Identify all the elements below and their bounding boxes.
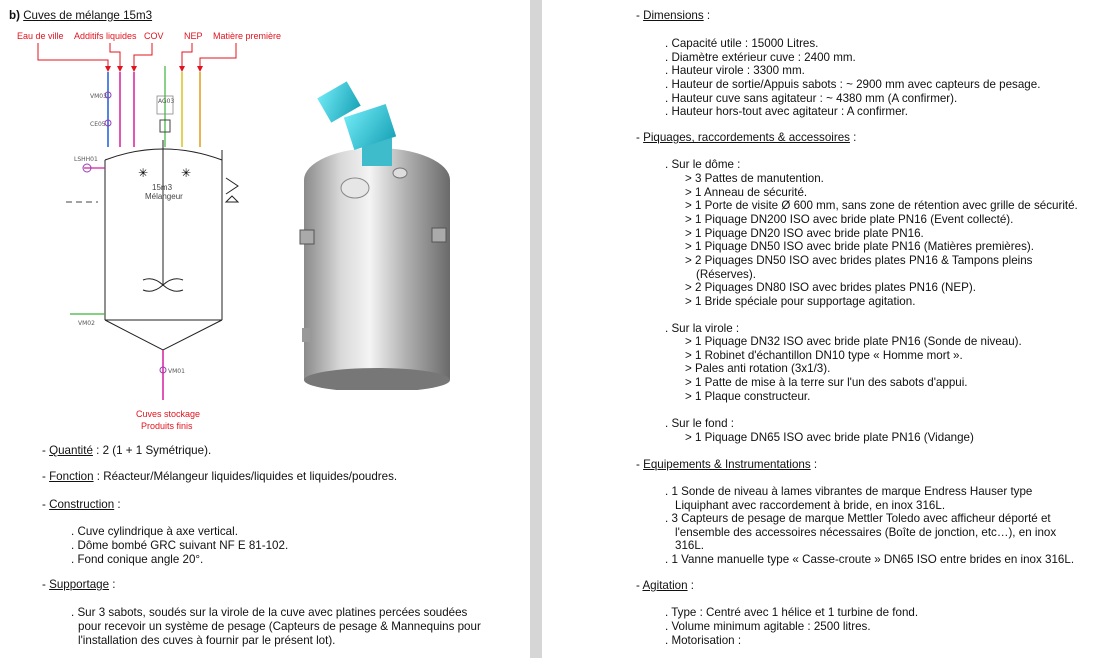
equipement-item-cont: l'ensemble des accessoires nécessaires (Boîte de jonction, etc…), en inox — [675, 526, 1057, 539]
construction-item-2: . Dôme bombé GRC suivant NF E 81-102. — [71, 539, 289, 552]
construction-item-3: . Fond conique angle 20°. — [71, 553, 204, 566]
fonction-line: - Fonction : Réacteur/Mélangeur liquides/liquides et liquides/poudres. — [42, 470, 398, 483]
dimension-item: . Hauteur de sortie/Appuis sabots : ~ 2900 mm avec capteurs de pesage. — [665, 78, 1041, 91]
piquages-heading: - Piquages, raccordements & accessoires : — [636, 131, 857, 144]
fond-item: > 1 Piquage DN65 ISO avec bride plate PN16 (Vidange) — [685, 431, 974, 444]
virole-item: > 1 Piquage DN32 ISO avec bride plate PN16 (Sonde de niveau). — [685, 335, 1022, 348]
construction-label: Construction — [49, 498, 115, 511]
virole-item: > 1 Patte de mise à la terre sur l'un des sabots d'appui. — [685, 376, 968, 389]
tag-ag03: AG03 — [158, 98, 175, 105]
supportage-line: - Supportage : — [42, 578, 116, 591]
dome-item: > 1 Piquage DN50 ISO avec bride plate PN16 (Matières premières). — [685, 240, 1034, 253]
quantite-line: - Quantité : 2 (1 + 1 Symétrique). — [42, 444, 212, 457]
supportage-text-2: pour recevoir un système de pesage (Capteurs de pesage & Mannequins pour — [78, 620, 481, 633]
virole-item: > Pales anti rotation (3x1/3). — [685, 362, 831, 375]
dome-item: > 3 Pattes de manutention. — [685, 172, 824, 185]
dome-item: > 1 Piquage DN200 ISO avec bride plate PN16 (Event collecté). — [685, 213, 1014, 226]
dome-item-cont: (Réserves). — [696, 268, 756, 281]
fonction-label: Fonction — [49, 470, 94, 483]
tank-label-volume: 15m3 — [152, 183, 173, 192]
supportage-label: Supportage — [49, 578, 110, 591]
equipements-heading: - Equipements & Instrumentations : — [636, 458, 818, 471]
dome-item: > 2 Piquages DN80 ISO avec brides plates PN16 (NEP). — [685, 281, 976, 294]
construction-line: - Construction : — [42, 498, 121, 511]
quantite-value: : 2 (1 + 1 Symétrique). — [92, 444, 212, 457]
equipement-item: . 1 Vanne manuelle type « Casse-croute » DN65 ISO entre brides en inox 316L. — [665, 553, 1075, 566]
agitation-item: . Type : Centré avec 1 hélice et 1 turbine de fond. — [665, 606, 919, 619]
construction-item-1: . Cuve cylindrique à axe vertical. — [71, 525, 238, 538]
input-label-additifs: Additifs liquides — [74, 31, 137, 41]
agitation-item: . Motorisation : — [665, 634, 742, 647]
tag-lshh01: LSHH01 — [74, 156, 98, 163]
equipement-item: . 3 Capteurs de pesage de marque Mettler Toledo avec afficheur déporté et — [665, 512, 1051, 525]
dimension-item: . Capacité utile : 15000 Litres. — [665, 37, 819, 50]
virole-item: > 1 Robinet d'échantillon DN10 type « Homme mort ». — [685, 349, 963, 362]
equipement-item-cont: 316L. — [675, 539, 705, 552]
section-title: Cuves de mélange 15m3 — [23, 9, 153, 22]
dimension-item: . Hauteur cuve sans agitateur : ~ 4380 mm (A confirmer). — [665, 92, 958, 105]
dome-heading: . Sur le dôme : — [665, 158, 741, 171]
input-label-nep: NEP — [184, 31, 203, 41]
dimension-item: . Hauteur hors-tout avec agitateur : A confirmer. — [665, 105, 908, 118]
dimension-item: . Diamètre extérieur cuve : 2400 mm. — [665, 51, 856, 64]
left-page — [0, 0, 530, 658]
equipement-item-cont: Liquiphant avec raccordement à bride, en inox 316L. — [675, 499, 946, 512]
outlet-label-2: Produits finis — [141, 421, 193, 431]
right-page — [542, 0, 1100, 658]
fond-heading: . Sur le fond : — [665, 417, 734, 430]
dome-item: > 1 Piquage DN20 ISO avec bride plate PN16. — [685, 227, 924, 240]
virole-heading: . Sur la virole : — [665, 322, 740, 335]
supportage-text-3: l'installation des cuves à fournir par le présent lot). — [78, 634, 336, 647]
tag-ce05: CE05 — [90, 121, 106, 128]
dome-item: > 1 Bride spéciale pour supportage agitation. — [685, 295, 916, 308]
tag-vm03: VM03 — [90, 93, 107, 100]
supportage-text-1: . Sur 3 sabots, soudés sur la virole de la cuve avec platines percées soudées — [71, 606, 468, 619]
fonction-value: : Réacteur/Mélangeur liquides/liquides et liquides/poudres. — [93, 470, 398, 483]
input-label-matiere: Matière première — [213, 31, 282, 41]
dome-item: > 1 Anneau de sécurité. — [685, 186, 808, 199]
svg-text:✳: ✳ — [181, 166, 192, 180]
tag-vm01: VM01 — [168, 368, 185, 375]
input-label-eau: Eau de ville — [17, 31, 64, 41]
virole-item: > 1 Plaque constructeur. — [685, 390, 811, 403]
agitation-heading: - Agitation : — [636, 579, 695, 592]
tank-label-type: Mélangeur — [145, 192, 183, 201]
dome-item: > 1 Porte de visite Ø 600 mm, sans zone de rétention avec grille de sécurité. — [685, 199, 1078, 212]
section-prefix: b) — [9, 9, 20, 22]
process-diagram — [0, 0, 260, 400]
equipement-item: . 1 Sonde de niveau à lames vibrantes de marque Endress Hauser type — [665, 485, 1033, 498]
input-label-cov: COV — [144, 31, 164, 41]
dome-item: > 2 Piquages DN50 ISO avec brides plates PN16 & Tampons pleins — [685, 254, 1033, 267]
agitation-item: . Volume minimum agitable : 2500 litres. — [665, 620, 871, 633]
quantite-label: Quantité — [49, 444, 93, 457]
outlet-label-1: Cuves stockage — [136, 409, 201, 419]
dimensions-heading: - Dimensions : — [636, 9, 711, 22]
svg-text:✳: ✳ — [138, 166, 149, 180]
dimension-item: . Hauteur virole : 3300 mm. — [665, 64, 805, 77]
tank-3d-image — [292, 70, 462, 390]
tag-vm02: VM02 — [78, 320, 95, 327]
